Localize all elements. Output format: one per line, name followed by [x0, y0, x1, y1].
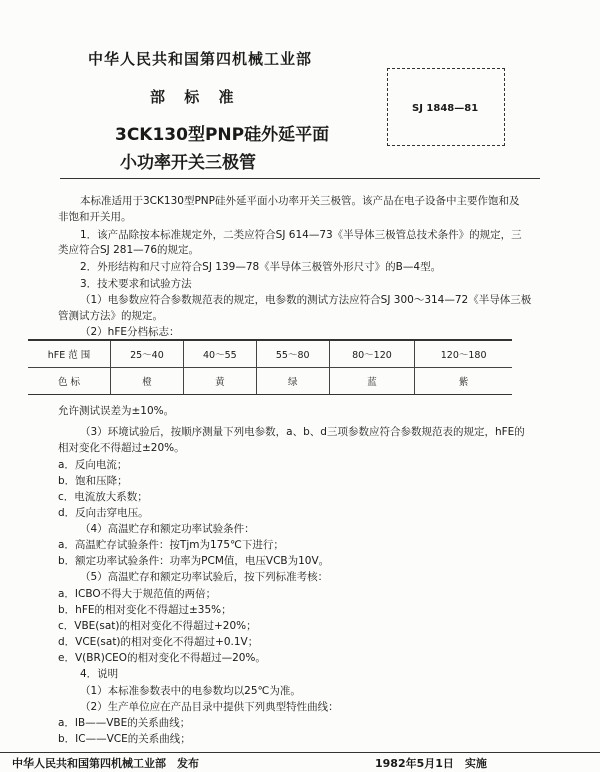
standard-type: 部 标 准 — [150, 88, 234, 106]
paragraph-item3-3-a: （3）环境试验后，按顺序测量下列电参数，a、b、d三项参数应符合参数规范表的规定，hFE的 — [80, 426, 525, 438]
list-item: b．额定功率试验条件：功率为PCM值，电压VCB为10V。 — [58, 555, 330, 567]
table-cell: 绿 — [256, 368, 329, 395]
issuing-organization: 中华人民共和国第四机械工业部 — [88, 50, 313, 68]
paragraph-scope-1: 本标准适用于3CK130型PNP硅外延平面小功率开关三极管。该产品在电子设备中主要作饱和及 — [80, 195, 520, 207]
list-item: b．IC——VCE的关系曲线； — [58, 733, 191, 745]
header-divider — [60, 178, 540, 179]
list-item: e．V(BR)CEO的相对变化不得超过—20%。 — [58, 652, 266, 664]
table-cell: 紫 — [415, 368, 512, 395]
paragraph-item1-1: 1．该产品除按本标准规定外，二类应符合SJ 614—73《半导体三极管总技术条件》的规定，三 — [80, 229, 522, 241]
paragraph-scope-2: 非饱和开关用。 — [58, 211, 132, 223]
list-item: d．VCE(sat)的相对变化不得超过+0.1V； — [58, 636, 259, 648]
list-item: b．饱和压降； — [58, 475, 128, 487]
document-title-line1: 3CK130型PNP硅外延平面 — [115, 125, 330, 145]
table-cell: 橙 — [111, 368, 184, 395]
table-cell: 55～80 — [256, 340, 329, 368]
table-row — [28, 340, 512, 368]
table-cell: 色 标 — [28, 368, 111, 395]
paragraph-item3-3-b: 相对变化不得超过±20%。 — [58, 442, 185, 454]
table-cell: 80～120 — [329, 340, 415, 368]
table-cell: 25～40 — [111, 340, 184, 368]
paragraph-item3-4: （4）高温贮存和额定功率试验条件： — [80, 523, 255, 535]
standard-code: SJ 1848—81 — [412, 103, 479, 114]
hfe-grade-table — [28, 339, 512, 395]
list-item: a．ICBO不得大于规范值的两倍； — [58, 588, 217, 600]
table-cell: 黄 — [183, 368, 256, 395]
paragraph-item3-1-b: 管测试方法》的规定。 — [58, 310, 163, 322]
paragraph-item4-2: （2）生产单位应在产品目录中提供下列典型特性曲线： — [80, 701, 339, 713]
table-cell: hFE 范 围 — [28, 340, 111, 368]
paragraph-item2: 2．外形结构和尺寸应符合SJ 139—78《半导体三极管外形尺寸》的B—4型。 — [80, 261, 442, 273]
paragraph-tolerance: 允许测试误差为±10%。 — [58, 405, 175, 417]
table-cell: 120～180 — [415, 340, 512, 368]
table-cell: 40～55 — [183, 340, 256, 368]
footer-divider — [0, 752, 600, 753]
paragraph-item1-2: 类应符合SJ 281—76的规定。 — [58, 244, 200, 256]
list-item: c．电流放大系数； — [58, 491, 148, 503]
list-item: a．IB——VBE的关系曲线； — [58, 717, 191, 729]
paragraph-item3-heading: 3．技术要求和试验方法 — [80, 278, 192, 290]
footer-publisher: 中华人民共和国第四机械工业部 发布 — [12, 757, 199, 770]
paragraph-item3-5: （5）高温贮存和额定功率试验后，按下列标准考核： — [80, 571, 329, 583]
list-item: a．高温贮存试验条件：按Tjm为175℃下进行； — [58, 539, 284, 551]
table-row — [28, 368, 512, 395]
list-item: d．反向击穿电压。 — [58, 507, 149, 519]
document-title-line2: 小功率开关三极管 — [120, 153, 256, 173]
list-item: b．hFE的相对变化不得超过±35%； — [58, 604, 232, 616]
paragraph-item4-1: （1）本标准参数表中的电参数均以25℃为准。 — [80, 685, 301, 697]
paragraph-item3-1-a: （1）电参数应符合参数规范表的规定，电参数的测试方法应符合SJ 300～314—72《半导体三极 — [80, 294, 532, 306]
list-item: c．VBE(sat)的相对变化不得超过+20%； — [58, 620, 257, 632]
paragraph-item4-heading: 4．说明 — [80, 668, 119, 680]
table-cell: 蓝 — [329, 368, 415, 395]
paragraph-item3-2: （2）hFE分档标志： — [80, 326, 180, 338]
footer-effective-date: 1982年5月1日 实施 — [375, 757, 487, 770]
list-item: a．反向电流； — [58, 459, 128, 471]
